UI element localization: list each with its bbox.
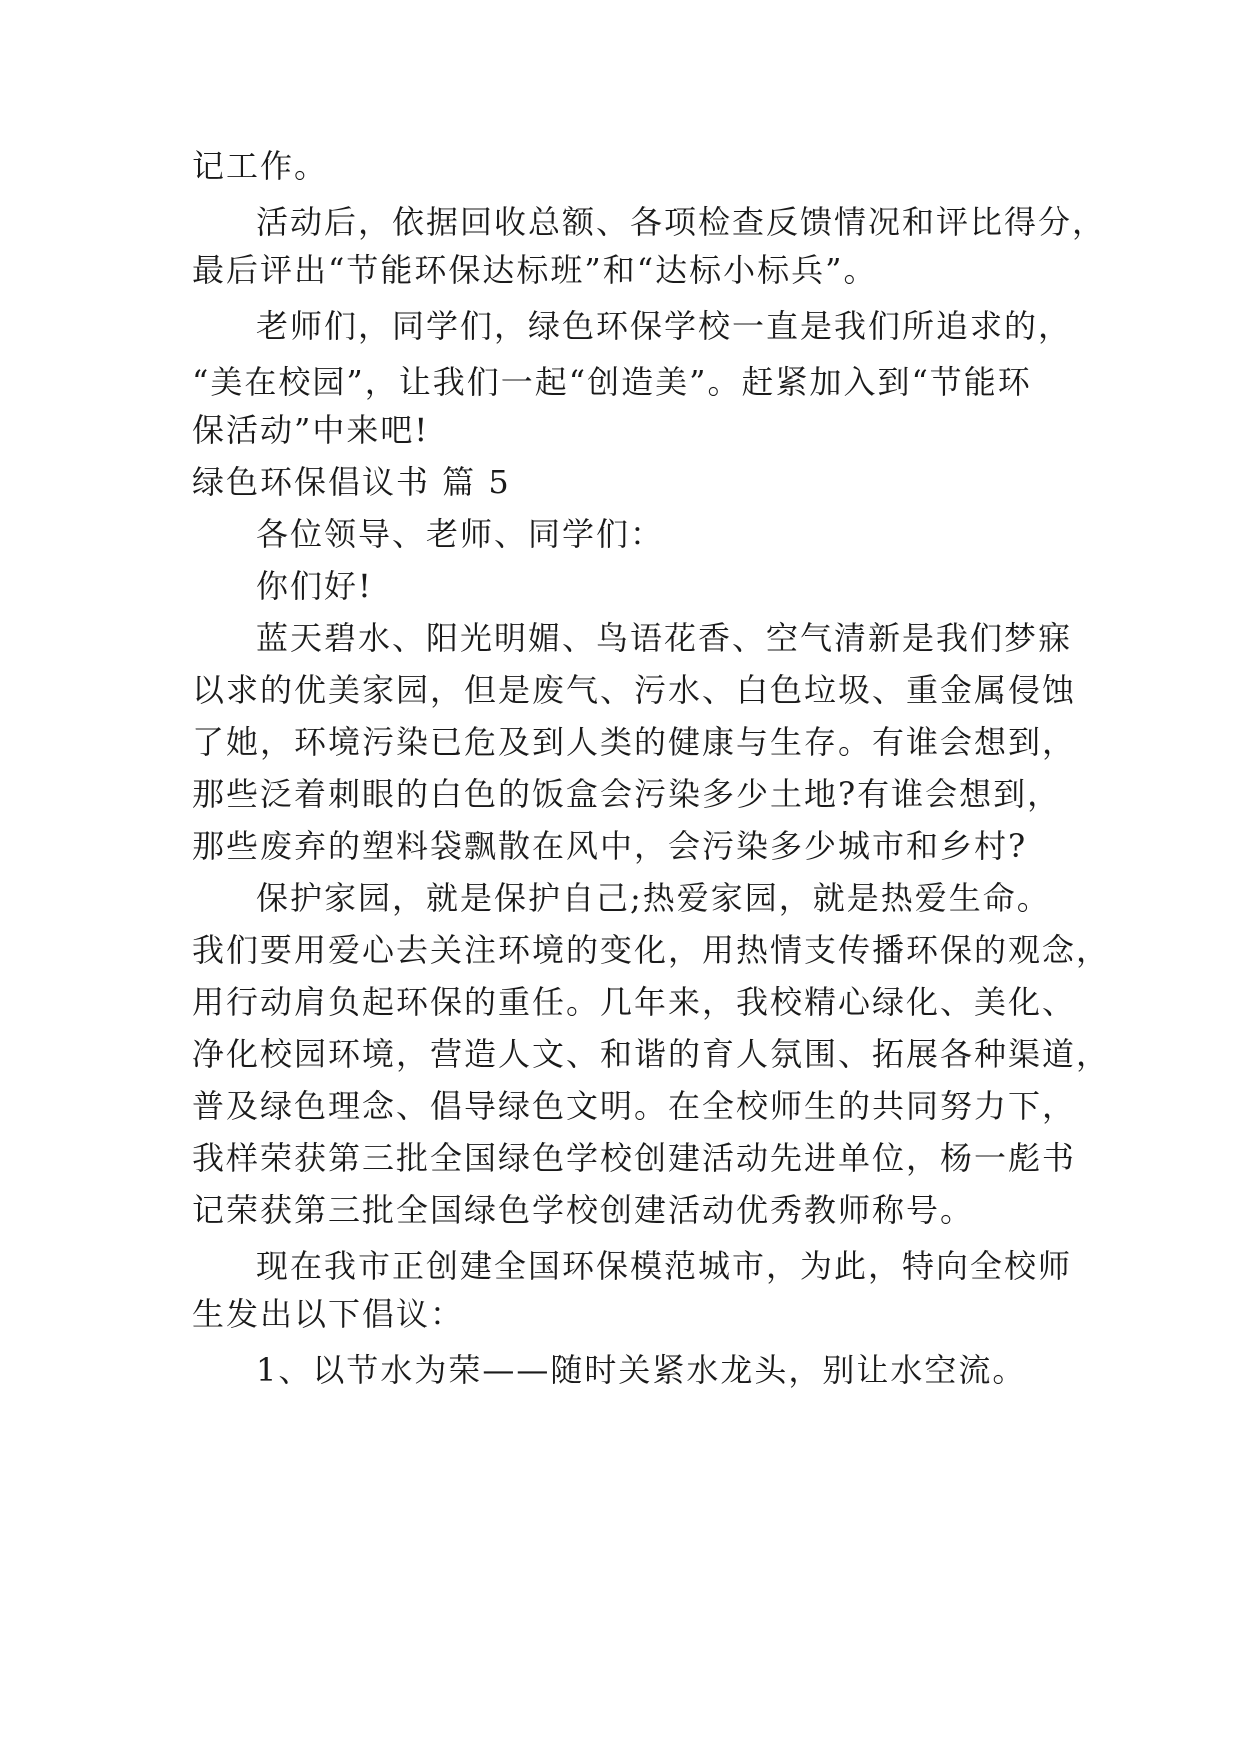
text-line: “美在校园”，让我们一起“创造美”。赶紧加入到“节能环: [192, 363, 1032, 401]
text-line: 记工作。: [192, 147, 329, 185]
paragraph-start: 老师们，同学们，绿色环保学校一直是我们所追求的，: [256, 307, 1073, 345]
text-line: 以求的优美家园，但是废气、污水、白色垃圾、重金属侵蚀: [192, 671, 1077, 709]
text-line: 普及绿色理念、倡导绿色文明。在全校师生的共同努力下，: [192, 1087, 1077, 1125]
section-heading: 绿色环保倡议书 篇 5: [192, 463, 511, 501]
text-line: 保活动”中来吧!: [192, 411, 430, 449]
text-line: 那些泛着刺眼的白色的饭盒会污染多少土地?有谁会想到，: [192, 775, 1062, 813]
paragraph-start: 现在我市正创建全国环保模范城市，为此，特向全校师: [256, 1247, 1073, 1285]
text-line: 记荣获第三批全国绿色学校创建活动优秀教师称号。: [192, 1191, 975, 1229]
salutation: 各位领导、老师、同学们：: [256, 515, 665, 553]
paragraph-start: 蓝天碧水、阳光明媚、鸟语花香、空气清新是我们梦寐: [256, 619, 1073, 657]
list-item: 1、以节水为荣——随时关紧水龙头，别让水空流。: [256, 1351, 1027, 1389]
text-line: 最后评出“节能环保达标班”和“达标小标兵”。: [192, 251, 878, 289]
text-line: 我们要用爱心去关注环境的变化，用热情支传播环保的观念，: [192, 931, 1111, 969]
paragraph-start: 保护家园，就是保护自己;热爱家园，就是热爱生命。: [256, 879, 1051, 917]
paragraph-start: 活动后，依据回收总额、各项检查反馈情况和评比得分，: [256, 203, 1107, 241]
greeting: 你们好!: [256, 567, 373, 605]
text-line: 我样荣获第三批全国绿色学校创建活动先进单位，杨一彪书: [192, 1139, 1077, 1177]
text-line: 生发出以下倡议：: [192, 1295, 465, 1333]
text-line: 净化校园环境，营造人文、和谐的育人氛围、拓展各种渠道，: [192, 1035, 1111, 1073]
text-line: 了她，环境污染已危及到人类的健康与生存。有谁会想到，: [192, 723, 1077, 761]
text-line: 那些废弃的塑料袋飘散在风中，会污染多少城市和乡村?: [192, 827, 1028, 865]
text-line: 用行动肩负起环保的重任。几年来，我校精心绿化、美化、: [192, 983, 1077, 1021]
